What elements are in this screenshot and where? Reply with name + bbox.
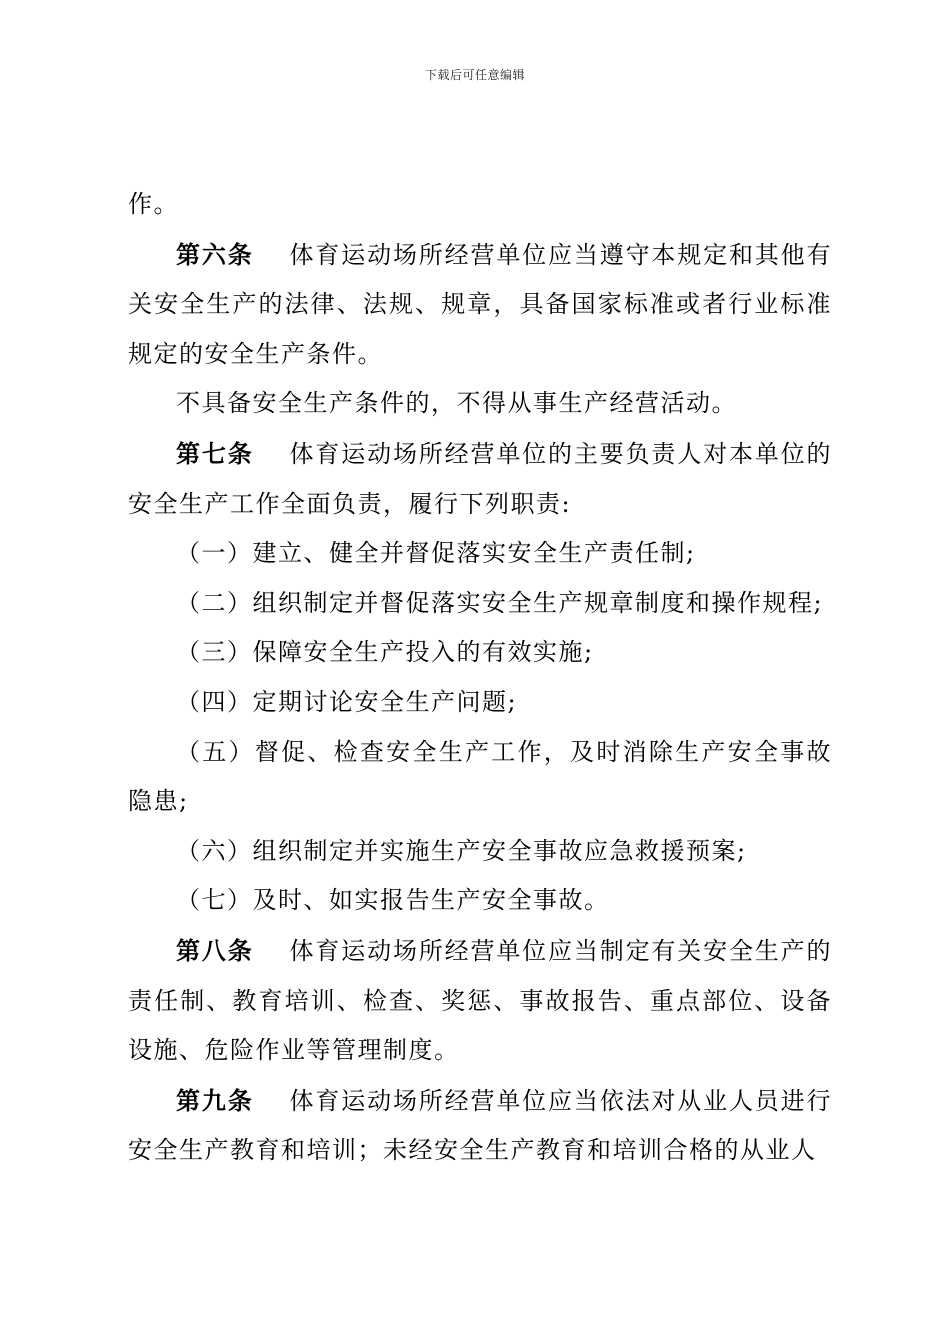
list-item: （三）保障安全生产投入的有效实施; xyxy=(176,638,594,667)
list-item: （七）及时、如实报告生产安全事故。 xyxy=(176,886,610,915)
list-item: （四）定期讨论安全生产问题; xyxy=(176,687,518,716)
document-body xyxy=(128,180,832,1176)
list-item: （一）建立、健全并督促落实安全生产责任制; xyxy=(176,539,696,568)
article-7 xyxy=(128,429,832,529)
article-9 xyxy=(128,1076,832,1176)
article-8-text: 体育运动场所经营单位应当制定有关安全生产的责任制、教育培训、检查、奖惩、事故报告、重点部位、设备设施、危险作业等管理制度。 xyxy=(128,936,833,1065)
article-9-text: 体育运动场所经营单位应当依法对从业人员进行安全生产教育和培训；未经安全生产教育和培训合格的从业人 xyxy=(128,1086,833,1165)
article-7-text: 体育运动场所经营单位的主要负责人对本单位的安全生产工作全面负责，履行下列职责: xyxy=(128,439,833,518)
page-header-note: 下载后可任意编辑 xyxy=(424,68,525,82)
list-item: （五）督促、检查安全生产工作，及时消除生产安全事故隐患; xyxy=(128,737,832,816)
article-8 xyxy=(128,926,832,1076)
article-6-paragraph-2: 不具备安全生产条件的，不得从事生产经营活动。 xyxy=(176,389,737,418)
list-item: （二）组织制定并督促落实安全生产规章制度和操作规程; xyxy=(176,588,824,617)
article-7-title: 第七条 xyxy=(176,438,254,468)
article-9-title: 第九条 xyxy=(176,1085,254,1115)
article-8-title: 第八条 xyxy=(176,935,254,965)
article-6 xyxy=(128,230,832,380)
article-6-title: 第六条 xyxy=(176,239,254,269)
article-6-text: 体育运动场所经营单位应当遵守本规定和其他有关安全生产的法律、法规、规章，具备国家标准或者行业标准规定的安全生产条件。 xyxy=(128,240,833,368)
list-item: （六）组织制定并实施生产安全事故应急救援预案; xyxy=(176,836,747,865)
paragraph-continuation: 作。 xyxy=(128,190,179,218)
